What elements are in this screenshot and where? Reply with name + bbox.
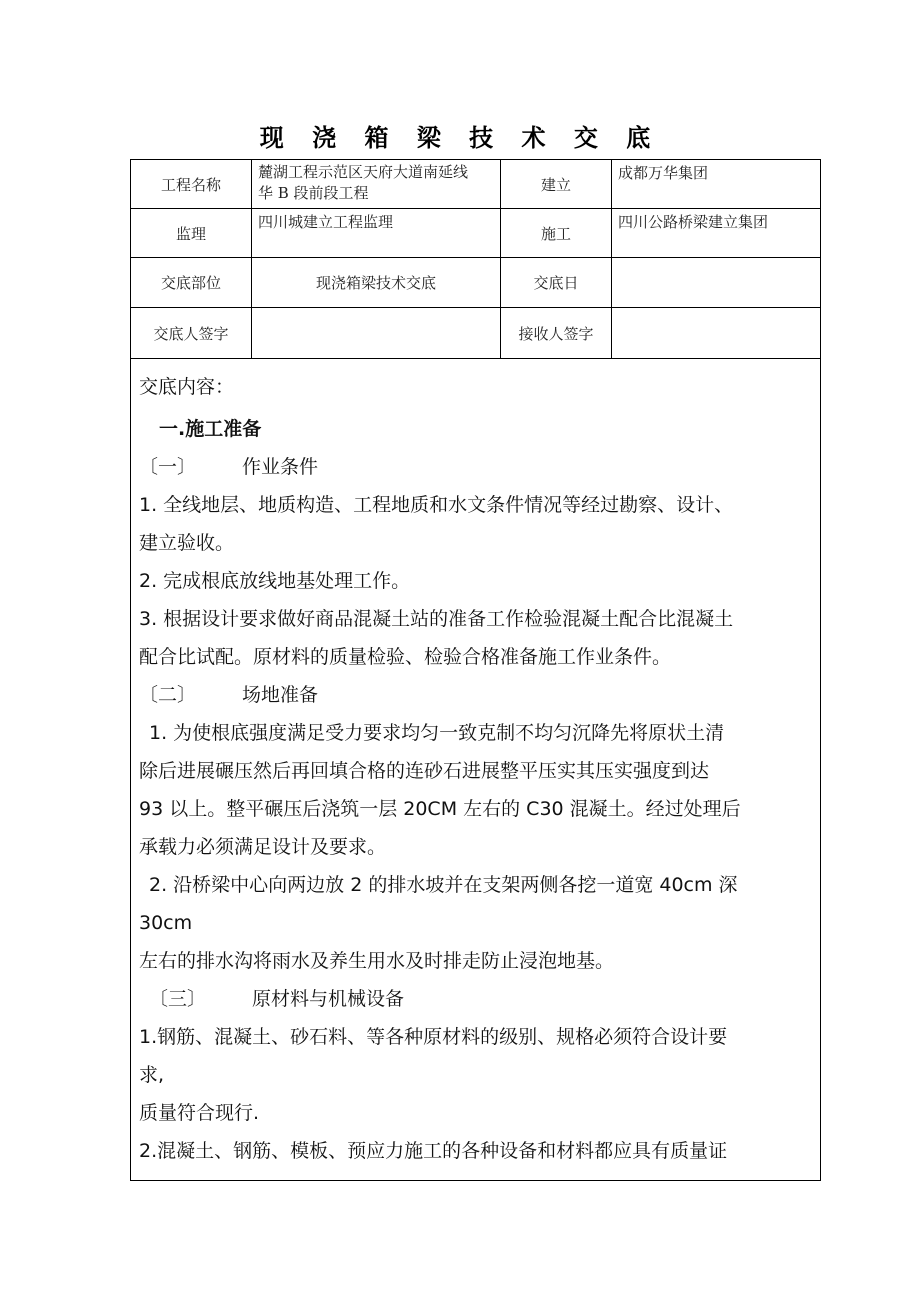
owner-value: 成都万华集团 [612, 160, 821, 209]
subsection-2-number: 〔二〕 [139, 684, 197, 706]
owner-label: 建立 [501, 160, 612, 209]
item-2-2-line-2: 30cm [139, 912, 193, 934]
contractor-value: 四川公路桥梁建立集团 [612, 209, 821, 258]
project-name-label: 工程名称 [131, 160, 252, 209]
item-2-2-line-1: 2. 沿桥梁中心向两边放 2 的排水坡并在支架两侧各挖一道宽 40cm 深 [149, 874, 738, 896]
info-table [130, 159, 821, 359]
subsection-3-title: 原材料与机械设备 [252, 988, 405, 1010]
item-2-1-line-1: 1. 为使根底强度满足受力要求均匀一致克制不均匀沉降先将原状土清 [149, 722, 725, 744]
subsection-3 [139, 980, 812, 1018]
content-box [130, 358, 821, 1181]
subsection-2 [139, 676, 812, 714]
content-heading: 交底内容： [139, 376, 235, 398]
subsection-3-number: 〔三〕 [149, 988, 207, 1010]
item-3-2-line-1: 2.混凝土、钢筋、模板、预应力施工的各种设备和材料都应具有质量证 [139, 1140, 728, 1162]
document-title: 现 浇 箱 梁 技 术 交 底 [259, 123, 661, 152]
subsection-1-number: 〔一〕 [139, 456, 197, 478]
subsection-1 [139, 448, 812, 486]
subsection-2-title: 场地准备 [242, 684, 319, 706]
item-1-3-line-1: 3. 根据设计要求做好商品混凝土站的准备工作检验混凝土配合比混凝土 [139, 608, 734, 630]
item-2-1-line-3: 93 以上。整平碾压后浇筑一层 20CM 左右的 C30 混凝土。经过处理后 [139, 798, 741, 820]
supervisor-value: 四川城建立工程监理 [252, 209, 501, 258]
item-3-1-line-1: 1.钢筋、混凝土、砂石料、等各种原材料的级别、规格必须符合设计要 [139, 1026, 728, 1048]
giver-sign-value[interactable] [252, 308, 501, 359]
giver-sign-label: 交底人签字 [131, 308, 252, 359]
receiver-sign-label: 接收人签字 [501, 308, 612, 359]
item-1-1-line-1: 1. 全线地层、地质构造、工程地质和水文条件情况等经过勘察、设计、 [139, 494, 734, 516]
supervisor-label: 监理 [131, 209, 252, 258]
receiver-sign-value[interactable] [612, 308, 821, 359]
project-name-line-2: 华 B 段前段工程 [258, 184, 369, 202]
part-label: 交底部位 [131, 258, 252, 308]
item-1-1-line-2: 建立验收。 [139, 532, 235, 554]
item-3-1-line-2: 求, [139, 1064, 165, 1086]
part-value: 现浇箱梁技术交底 [252, 258, 501, 308]
date-value[interactable] [612, 258, 821, 308]
section-1-heading: 一.施工准备 [159, 418, 262, 440]
item-2-1-line-4: 承载力必须满足设计及要求。 [139, 836, 387, 858]
item-3-1-line-3: 质量符合现行. [139, 1102, 260, 1124]
project-name-line-1: 麓湖工程示范区天府大道南延线 [258, 163, 469, 181]
item-2-2-line-3: 左右的排水沟将雨水及养生用水及时排走防止浸泡地基。 [139, 950, 615, 972]
subsection-1-title: 作业条件 [242, 456, 319, 478]
date-label: 交底日 [501, 258, 612, 308]
project-name-value [252, 160, 501, 209]
contractor-label: 施工 [501, 209, 612, 258]
item-2-1-line-2: 除后进展碾压然后再回填合格的连砂石进展整平压实其压实强度到达 [139, 760, 710, 782]
item-1-3-line-2: 配合比试配。原材料的质量检验、检验合格准备施工作业条件。 [139, 646, 672, 668]
item-1-2: 2. 完成根底放线地基处理工作。 [139, 570, 411, 592]
